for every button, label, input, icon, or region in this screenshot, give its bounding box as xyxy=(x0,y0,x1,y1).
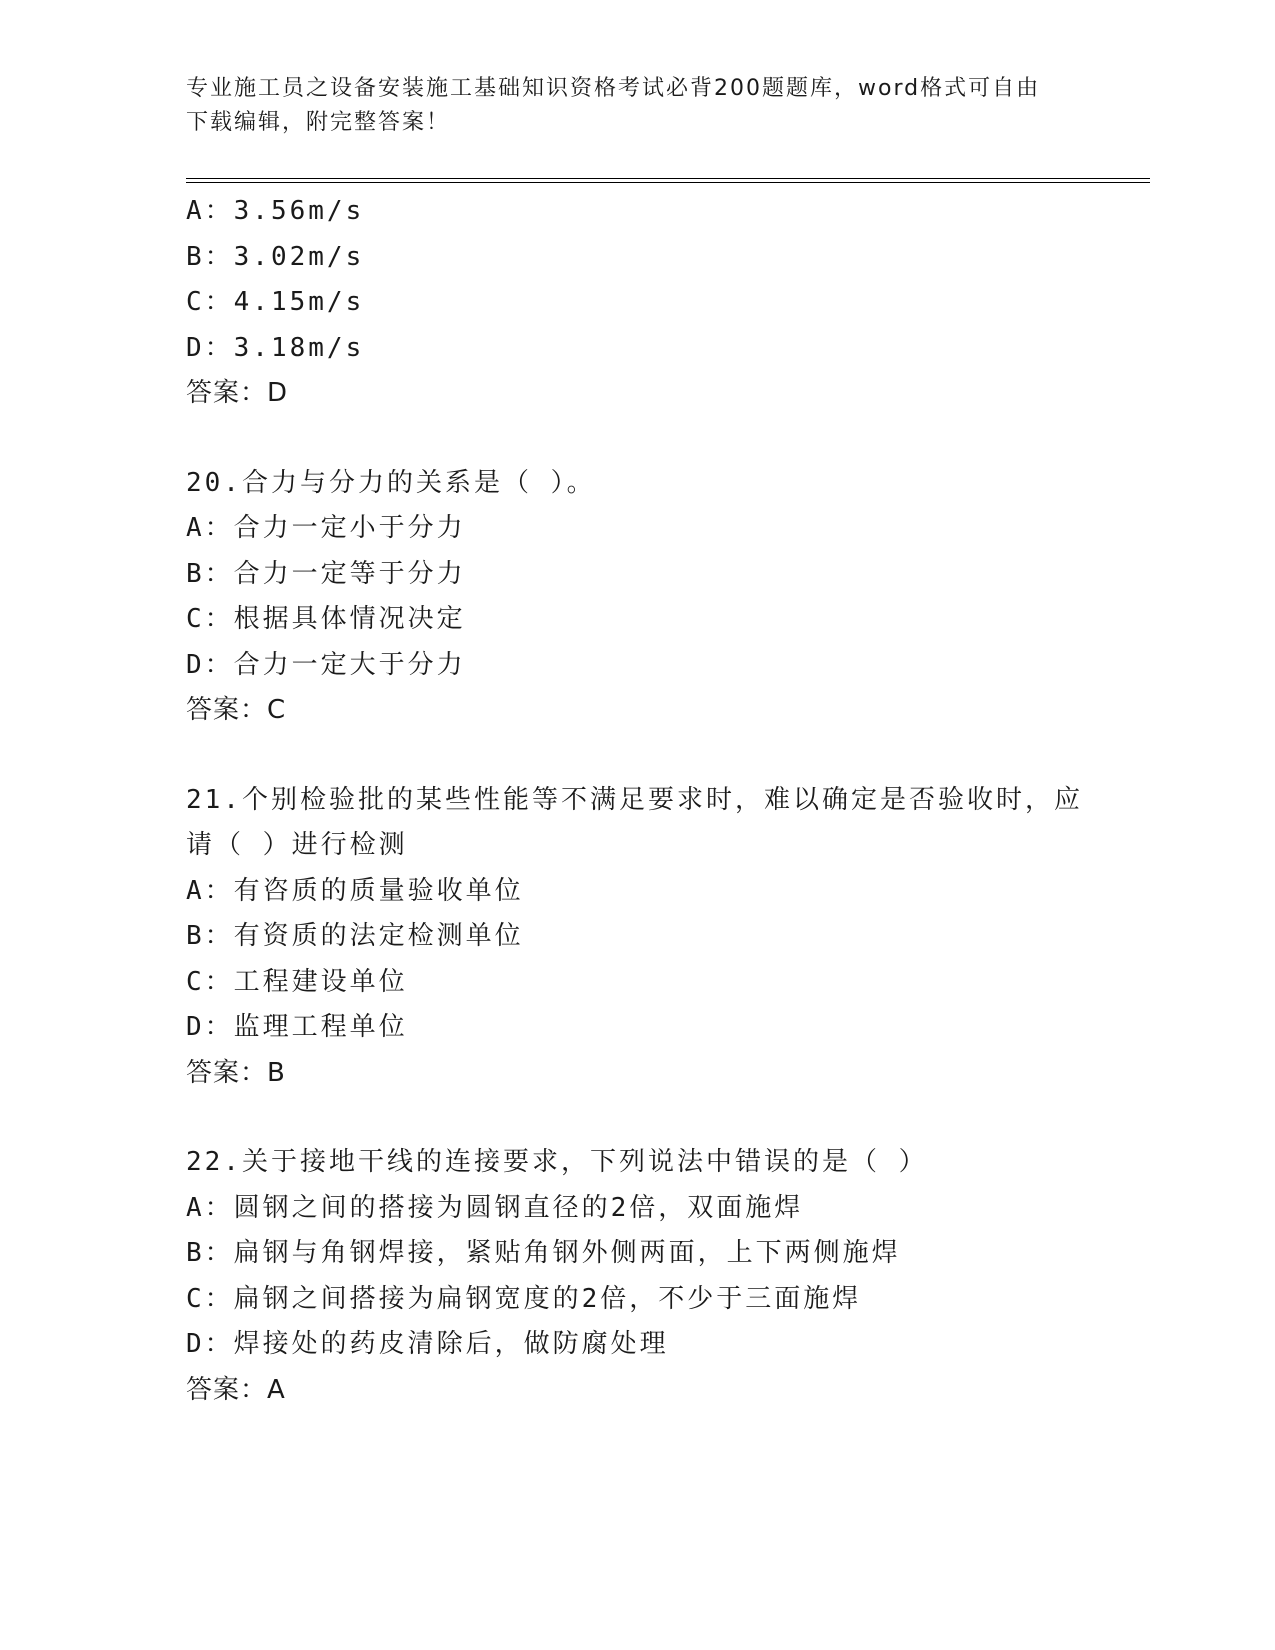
q19-option-c: C：4.15m/s xyxy=(186,287,365,317)
q20-answer: 答案：C xyxy=(186,695,287,725)
spacer xyxy=(186,417,1150,461)
q21-option-c: C：工程建设单位 xyxy=(186,966,408,997)
q20-option-c: C：根据具体情况决定 xyxy=(186,604,466,634)
document-header xyxy=(186,72,1086,140)
q21-option-a: A：有咨质的质量验收单位 xyxy=(186,875,524,906)
q19-option-b: B：3.02m/s xyxy=(186,241,365,272)
question-list xyxy=(186,189,1150,1413)
q22-option-b: B：扁钢与角钢焊接，紧贴角钢外侧两面，上下两侧施焊 xyxy=(186,1238,901,1268)
q20-option-b: B：合力一定等于分力 xyxy=(186,558,466,589)
question-19 xyxy=(186,189,1150,417)
q21-option-d: D：监理工程单位 xyxy=(186,1012,408,1042)
q22-option-c: C：扁钢之间搭接为扁钢宽度的2倍，不少于三面施焊 xyxy=(186,1283,862,1314)
q20-option-a: A：合力一定小于分力 xyxy=(186,513,466,543)
q20-question: 20.合力与分力的关系是（ ）。 xyxy=(186,467,596,498)
q22-option-a: A：圆钢之间的搭接为圆钢直径的2倍，双面施焊 xyxy=(186,1192,804,1223)
question-21 xyxy=(186,778,1150,1097)
header-double-rule xyxy=(186,178,1150,183)
q21-question-line-1: 21.个别检验批的某些性能等不满足要求时，难以确定是否验收时，应 xyxy=(186,784,1083,815)
question-22 xyxy=(186,1140,1150,1413)
q21-answer: 答案：B xyxy=(186,1057,286,1088)
q22-question: 22.关于接地干线的连接要求，下列说法中错误的是（ ） xyxy=(186,1147,928,1177)
q19-option-d: D：3.18m/s xyxy=(186,332,365,363)
spacer xyxy=(186,734,1150,778)
q22-answer: 答案：A xyxy=(186,1374,286,1405)
q19-option-a: A：3.56m/s xyxy=(186,196,365,226)
q21-question-line-2: 请（ ）进行检测 xyxy=(186,830,408,860)
header-line-1: 专业施工员之设备安装施工基础知识资格考试必背200题题库，word格式可自由 xyxy=(186,76,1041,101)
spacer xyxy=(186,1096,1150,1140)
q19-answer: 答案：D xyxy=(186,378,289,408)
q22-option-d: D：焊接处的药皮清除后，做防腐处理 xyxy=(186,1329,669,1359)
q21-option-b: B：有资质的法定检测单位 xyxy=(186,921,524,951)
header-line-2: 下载编辑，附完整答案！ xyxy=(186,110,451,135)
question-20 xyxy=(186,461,1150,734)
q20-option-d: D：合力一定大于分力 xyxy=(186,649,466,680)
